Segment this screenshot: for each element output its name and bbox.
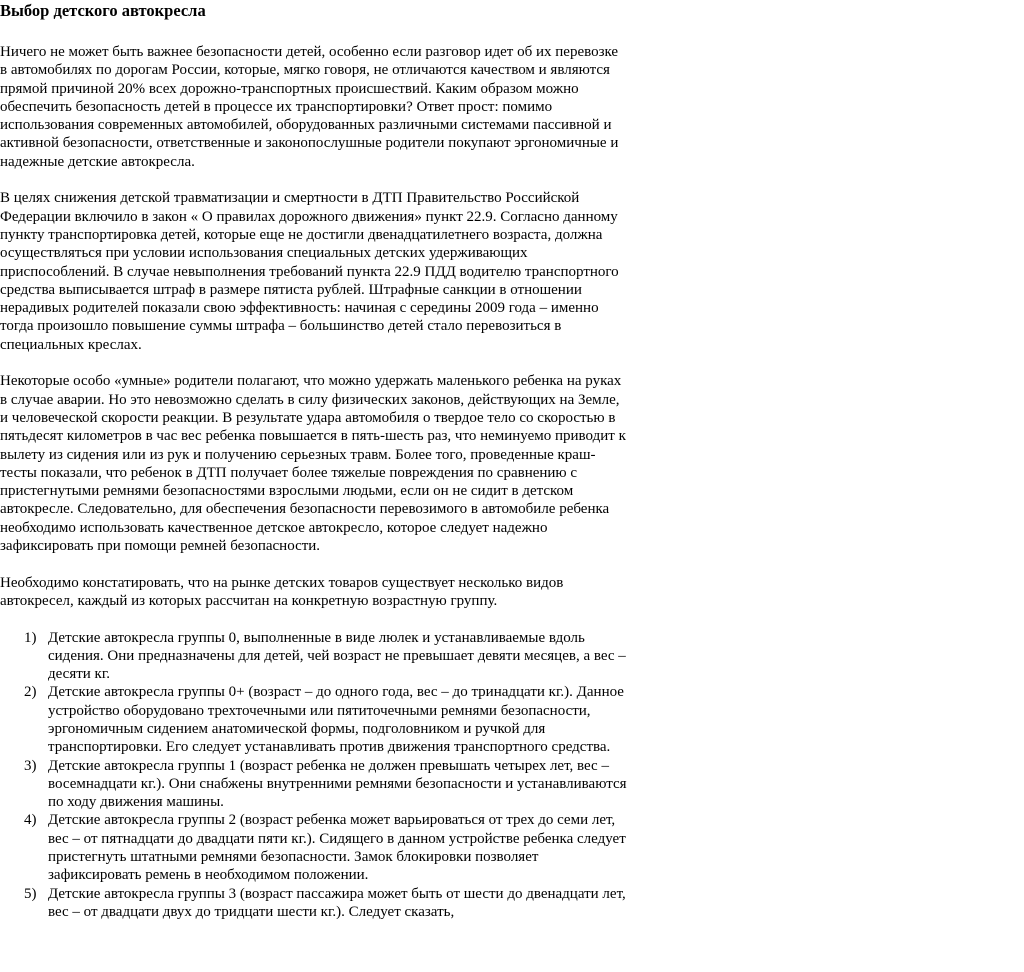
list-item [24, 683, 628, 756]
list-item-text: Детские автокресла группы 0+ (возраст – до одного года, вес – до тринадцати кг.). Данное устройство оборудовано трехточечными или пятиточечными ремнями безопасности, эргономичным сидением анатомической формы, подголовником и ручкой для транспортировки. Его следует устанавливать против движения транспортного средства. [48, 684, 624, 756]
list-item-number: 3) [24, 757, 37, 774]
list-item [24, 811, 628, 884]
list-item [24, 629, 628, 684]
car-seat-groups-list [0, 629, 628, 922]
list-item-text: Детские автокресла группы 2 (возраст ребенка может варьироваться от трех до семи лет, вес – от пятнадцати до двадцати пяти кг.). Сидящего в данном устройстве ребенка следует пристегнуть штатными ремнями безопасности. Замок блокировки позволяет зафиксировать ремень в необходимом положении. [48, 812, 626, 884]
paragraph-physics: Некоторые особо «умные» родители полагают, что можно удержать маленького ребенка на руках в случае аварии. Но это невозможно сделать в силу физических законов, действующих на Земле, и человеческой скорости реакции. В результате удара автомобиля о твердое тело со скоростью в пятьдесят километров в час вес ребенка повышается в пять-шесть раз, что неминуемо приводит к вылету из сидения или из рук и получению серьезных травм. Более того, проведенные краш-тесты показали, что ребенок в ДТП получает более тяжелые повреждения по сравнению с пристегнутыми ремнями безопасностями взрослыми людьми, если он не сидит в детском автокресле. Следовательно, для обеспечения безопасности перевозимого в автомобиле ребенка необходимо использовать качественное детское автокресло, которое следует надежно зафиксировать при помощи ремней безопасности. [0, 373, 626, 555]
paragraph-intro: Ничего не может быть важнее безопасности детей, особенно если разговор идет об их перевозке в автомобилях по дорогам России, которые, мягко говоря, не отличаются качеством и являются прямой причиной 20% всех дорожно-транспортных происшествий. Каким образом можно обеспечить безопасность детей в процессе их транспортировки? Ответ прост: помимо использования современных автомобилей, оборудованных различными системами пассивной и активной безопасности, ответственные и законопослушные родители покупают эргономичные и надежные детские автокресла. [0, 44, 619, 170]
paragraph-law: В целях снижения детской травматизации и смертности в ДТП Правительство Российской Федерации включило в закон « О правилах дорожного движения» пункт 22.9. Согласно данному пункту транспортировка детей, которые еще не достигли двенадцатилетнего возраста, должна осуществляться при условии использования специальных детских удерживающих приспособлений. В случае невыполнения требований пункта 22.9 ПДД водителю транспортного средства выписывается штраф в размере пятиста рублей. Штрафные санкции в отношении нерадивых родителей показали свою эффективность: начиная с середины 2009 года – именно тогда произошло повышение суммы штрафа – большинство детей стало перевозиться в специальных креслах. [0, 190, 619, 353]
list-item-number: 2) [24, 684, 37, 701]
list-item-text: Детские автокресла группы 0, выполненные в виде люлек и устанавливаемые вдоль сидения. Они предназначены для детей, чей возраст не превышает девяти месяцев, а вес – десяти кг. [48, 629, 626, 683]
list-item [24, 757, 628, 812]
list-item [24, 885, 628, 922]
list-item-number: 5) [24, 885, 37, 902]
article-title: Выбор детского автокресла [0, 1, 206, 20]
list-item-number: 4) [24, 812, 37, 829]
list-item-text: Детские автокресла группы 1 (возраст ребенка не должен превышать четырех лет, вес – восемнадцати кг.). Они снабжены внутренними ремнями безопасности и устанавливаются по ходу движения машины. [48, 757, 627, 811]
list-item-text: Детские автокресла группы 3 (возраст пассажира может быть от шести до двенадцати лет, вес – от двадцати двух до тридцати шести кг.). Следует сказать, [48, 885, 626, 920]
paragraph-types-intro: Необходимо констатировать, что на рынке детских товаров существует несколько видов автокресел, каждый из которых рассчитан на конкретную возрастную группу. [0, 574, 564, 609]
list-item-number: 1) [24, 629, 37, 646]
